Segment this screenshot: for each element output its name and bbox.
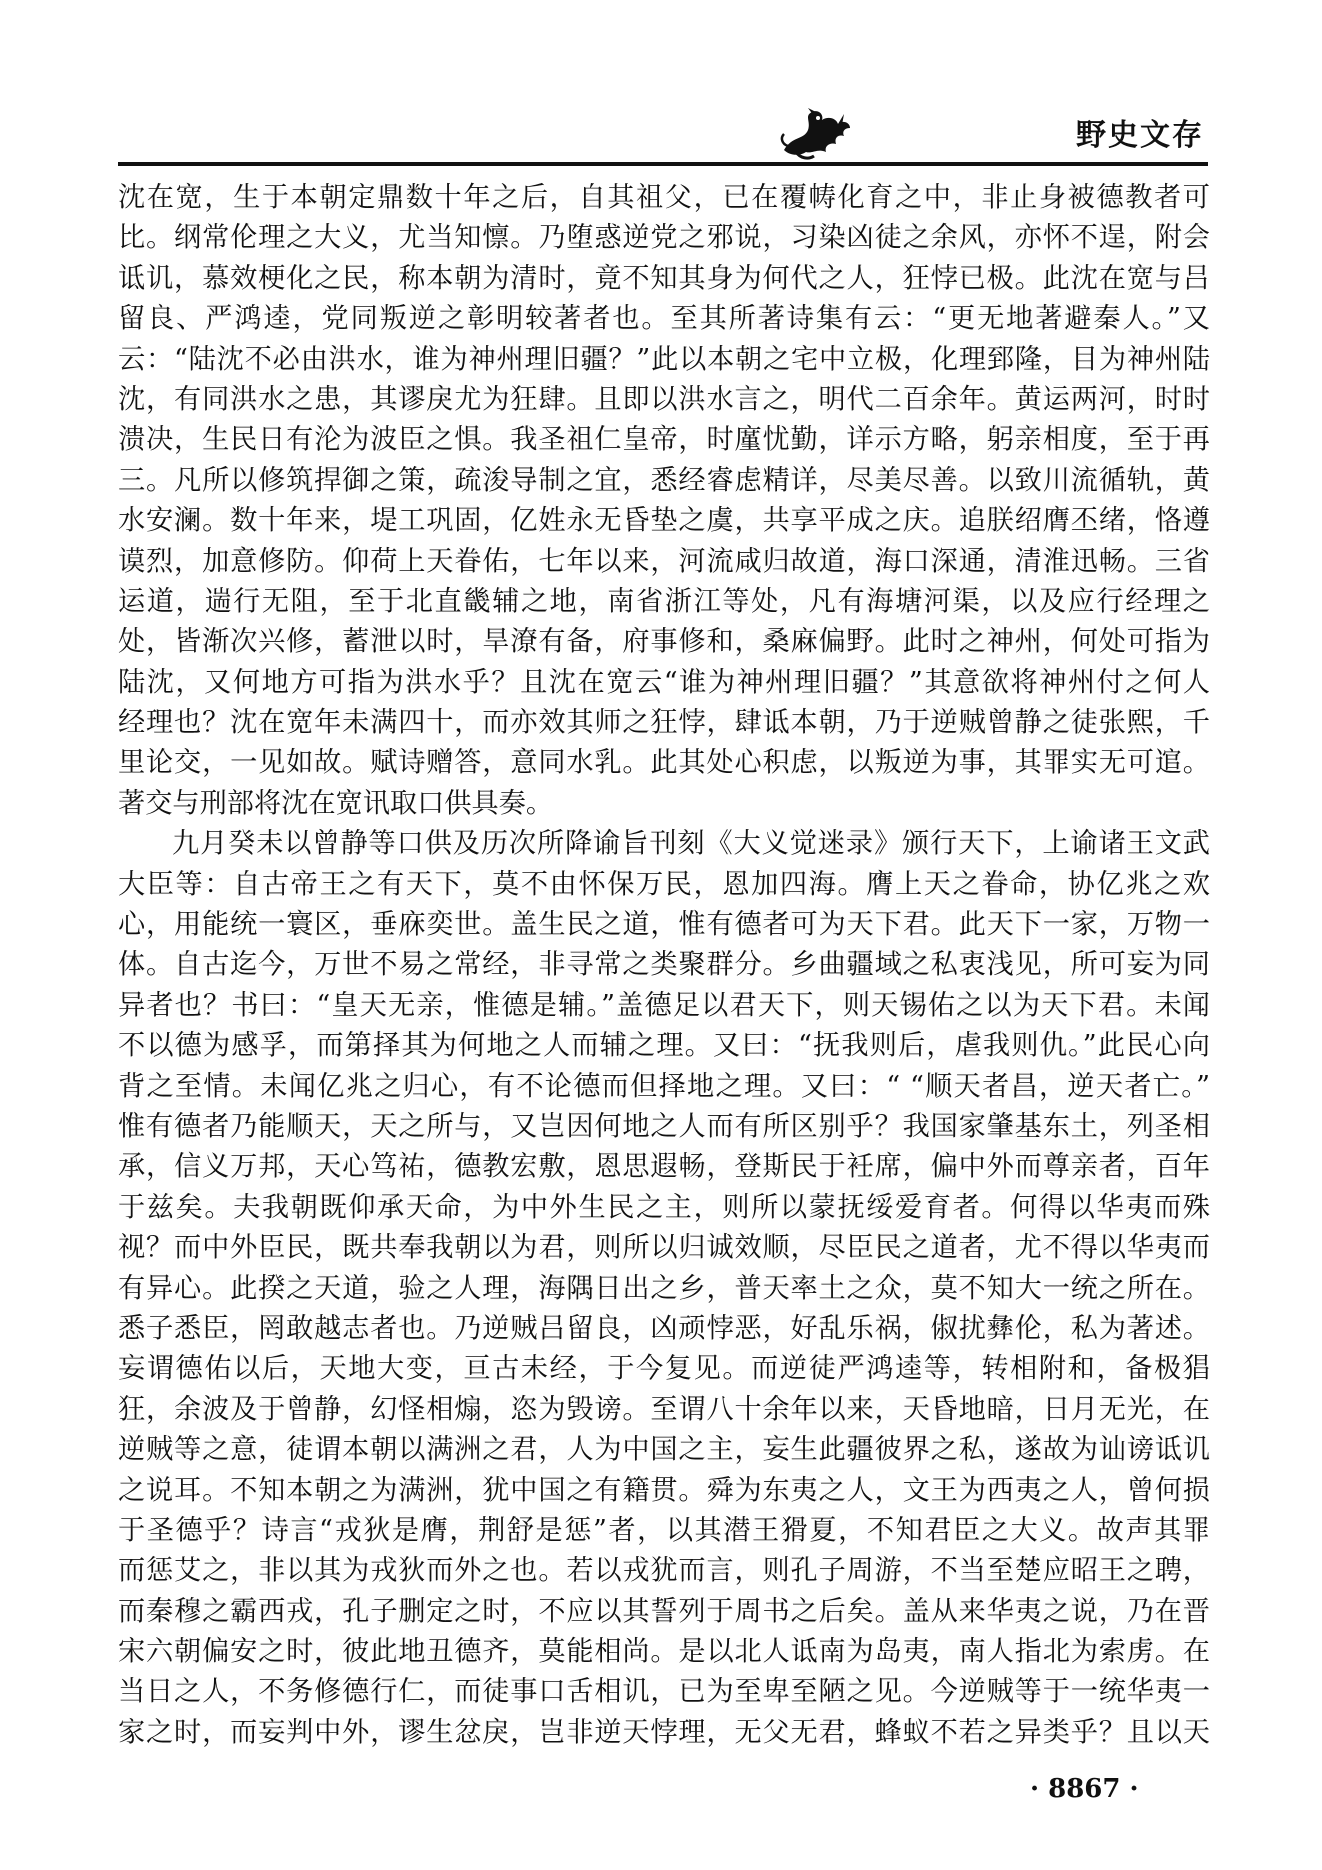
text-line: 心，用能统一寰区，垂庥奕世。盖生民之道，惟有德者可为天下君。此天下一家，万物一 <box>118 909 1210 941</box>
text-line: 溃决，生民日有沦为波臣之惧。我圣祖仁皇帝，时廑忧勤，详示方略，躬亲相度，至于再 <box>118 424 1210 456</box>
page-number: · 8867 · <box>1030 1774 1139 1804</box>
text-line: 比。纲常伦理之大义，尤当知懔。乃堕惑逆党之邪说，习染凶徒之余风，亦怀不逞，附会 <box>118 222 1210 254</box>
text-line: 体。自古迄今，万世不易之常经，非寻常之类聚群分。乡曲疆域之私衷浅见，所可妄为同 <box>118 949 1210 981</box>
text-line: 家之时，而妄判中外，谬生忿戾，岂非逆天悖理，无父无君，蜂蚁不若之异类乎？且以天 <box>118 1716 1210 1748</box>
text-line: 悉子悉臣，罔敢越志者也。乃逆贼吕留良，凶顽悖恶，好乱乐祸，俶扰彝伦，私为著述。 <box>118 1312 1210 1344</box>
text-line: 而秦穆之霸西戎，孔子删定之时，不应以其誓列于周书之后矣。盖从来华夷之说，乃在晋 <box>118 1595 1210 1627</box>
text-line: 宋六朝偏安之时，彼此地丑德齐，莫能相尚。是以北人诋南为岛夷，南人指北为索虏。在 <box>118 1636 1210 1668</box>
text-line: 沈，有同洪水之患，其谬戾尤为狂肆。且即以洪水言之，明代二百余年。黄运两河，时时 <box>118 383 1210 415</box>
running-title: 野史文存 <box>1076 118 1204 153</box>
text-line: 视？而中外臣民，既共奉我朝以为君，则所以归诚效顺，尽臣民之道者，尤不得以华夷而 <box>118 1232 1210 1264</box>
text-line: 狂，余波及于曾静，幻怪相煽，恣为毁谤。至谓八十余年以来，天昏地暗，日月无光，在 <box>118 1393 1210 1425</box>
text-line: 有异心。此揆之天道，验之人理，海隅日出之乡，普天率土之众，莫不知大一统之所在。 <box>118 1272 1210 1304</box>
text-line: 于兹矣。夫我朝既仰承天命，为中外生民之主，则所以蒙抚绥爱育者。何得以华夷而殊 <box>118 1191 1210 1223</box>
paragraph-first-line: 九月癸未以曾静等口供及历次所降谕旨刊刻《大义觉迷录》颁行天下，上谕诸王文武 <box>172 828 1210 860</box>
text-line: 背之至情。未闻亿兆之归心，有不论德而但择地之理。又曰：“ “顺天者昌，逆天者亡。” <box>118 1070 1210 1102</box>
text-line: 留良、严鸿逵，党同叛逆之彰明较著者也。至其所著诗集有云：“更无地著避秦人。”又 <box>118 303 1210 335</box>
text-line: 处，皆渐次兴修，蓄泄以时，旱潦有备，府事修和，桑麻偏野。此时之神州，何处可指为 <box>118 626 1210 658</box>
text-line: 之说耳。不知本朝之为满洲，犹中国之有籍贯。舜为东夷之人，文王为西夷之人，曾何损 <box>118 1474 1210 1506</box>
dragon-icon <box>778 106 856 162</box>
text-line: 陆沈，又何地方可指为洪水乎？且沈在宽云“谁为神州理旧疆？”其意欲将神州付之何人 <box>118 666 1210 698</box>
text-line: 里论交，一见如故。赋诗赠答，意同水乳。此其处心积虑，以叛逆为事，其罪实无可逭。 <box>118 747 1210 779</box>
text-line: 妄谓德佑以后，天地大变，亘古未经，于今复见。而逆徒严鸿逵等，转相附和，备极猖 <box>118 1353 1210 1385</box>
text-body <box>118 178 1210 1753</box>
text-line: 三。凡所以修筑捍御之策，疏浚导制之宜，悉经睿虑精详，尽美尽善。以致川流循轨，黄 <box>118 464 1210 496</box>
text-line: 经理也？沈在宽年未满四十，而亦效其师之狂悖，肆诋本朝，乃于逆贼曾静之徒张熙，千 <box>118 707 1210 739</box>
text-line: 云：“陆沈不必由洪水，谁为神州理旧疆？”此以本朝之宅中立极，化理郅隆，目为神州陆 <box>118 343 1210 375</box>
text-line: 诋讥，慕效梗化之民，称本朝为清时，竟不知其身为何代之人，狂悖已极。此沈在宽与吕 <box>118 262 1210 294</box>
text-line: 异者也？书曰：“皇天无亲，惟德是辅。”盖德足以君天下，则天锡佑之以为天下君。未闻 <box>118 989 1210 1021</box>
text-line: 大臣等：自古帝王之有天下，莫不由怀保万民，恩加四海。膺上天之眷命，协亿兆之欢 <box>118 868 1210 900</box>
text-line: 水安澜。数十年来，堤工巩固，亿姓永无昏垫之虞，共享平成之庆。追朕绍膺丕绪，恪遵 <box>118 505 1210 537</box>
text-line: 逆贼等之意，徒谓本朝以满洲之君，人为中国之主，妄生此疆彼界之私，遂故为讪谤诋讥 <box>118 1434 1210 1466</box>
page-header <box>118 88 1208 168</box>
text-line: 运道，遄行无阻，至于北直畿辅之地，南省浙江等处，凡有海塘河渠，以及应行经理之 <box>118 585 1210 617</box>
text-line: 而惩艾之，非以其为戎狄而外之也。若以戎犹而言，则孔子周游，不当至楚应昭王之聘， <box>118 1555 1210 1587</box>
text-line: 当日之人，不务修德行仁，而徒事口舌相讥，已为至卑至陋之见。今逆贼等于一统华夷一 <box>118 1676 1210 1708</box>
text-line: 惟有德者乃能顺天，天之所与，又岂因何地之人而有所区别乎？我国家肇基东土，列圣相 <box>118 1110 1210 1142</box>
header-rule <box>118 162 1208 166</box>
text-line: 谟烈，加意修防。仰荷上天眷佑，七年以来，河流咸归故道，海口深通，清淮迅畅。三省 <box>118 545 1210 577</box>
text-line: 不以德为感孚，而第择其为何地之人而辅之理。又曰：“抚我则后，虐我则仇。”此民心向 <box>118 1030 1210 1062</box>
text-line: 于圣德乎？诗言“戎狄是膺，荆舒是惩”者，以其潜王猾夏，不知君臣之大义。故声其罪 <box>118 1514 1210 1546</box>
text-line: 承，信义万邦，天心笃祐，德教宏敷，恩思遐畅，登斯民于衽席，偏中外而尊亲者，百年 <box>118 1151 1210 1183</box>
paragraph-end-line: 著交与刑部将沈在宽讯取口供具奏。 <box>118 787 554 819</box>
text-line: 沈在宽，生于本朝定鼎数十年之后，自其祖父，已在覆帱化育之中，非止身被德教者可 <box>118 182 1210 213</box>
